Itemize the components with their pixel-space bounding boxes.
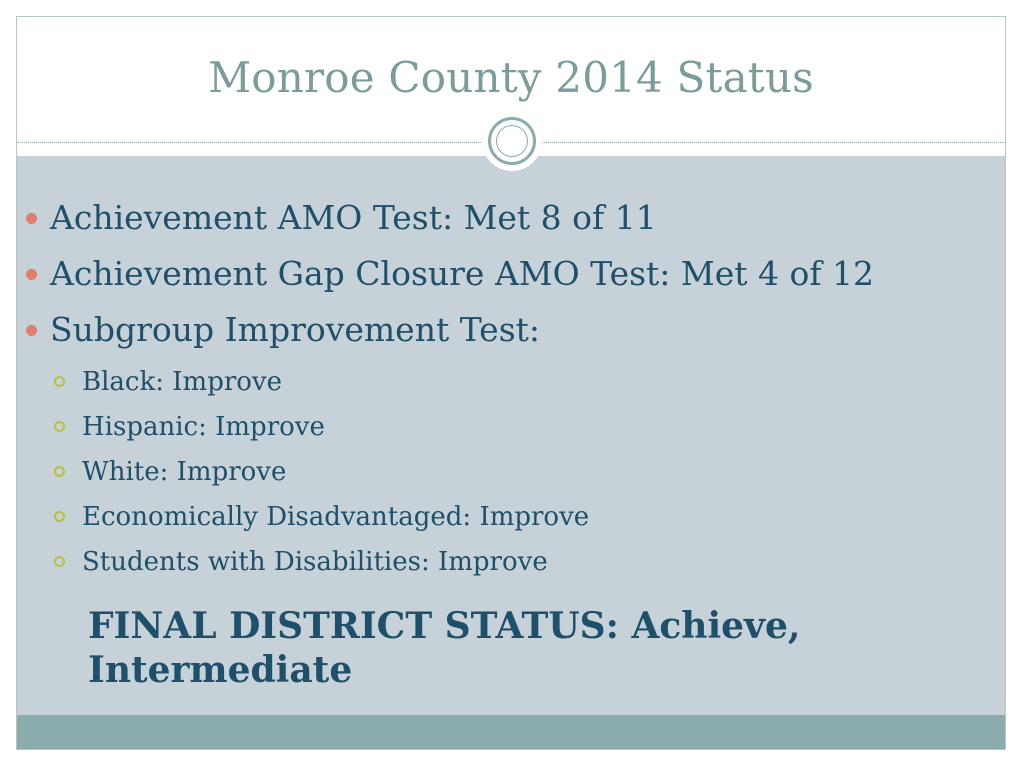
slide-body [20, 196, 970, 589]
sub-bullet-text: White: Improve [82, 457, 287, 487]
sub-bullet-text: Black: Improve [82, 367, 282, 397]
bullet-dot-icon [26, 269, 37, 280]
hollow-circle-bullet-icon [54, 556, 65, 567]
bullet-text: Achievement Gap Closure AMO Test: Met 4 of 12 [50, 254, 875, 293]
bullet-dot-icon [26, 213, 37, 224]
sub-bullet-item [20, 544, 970, 589]
bullet-item [20, 308, 970, 364]
sub-bullet-text: Students with Disabilities: Improve [82, 547, 548, 577]
sub-bullet-text: Hispanic: Improve [82, 412, 325, 442]
sub-bullet-text: Economically Disadvantaged: Improve [82, 502, 590, 532]
bullet-text: Achievement AMO Test: Met 8 of 11 [50, 198, 657, 237]
bullet-item [20, 252, 970, 308]
sub-bullet-item [20, 364, 970, 409]
bullet-dot-icon [26, 325, 37, 336]
bullet-item [20, 196, 970, 252]
hollow-circle-bullet-icon [54, 376, 65, 387]
circle-emblem-icon [482, 111, 542, 171]
sub-bullet-item [20, 499, 970, 544]
bullet-text: Subgroup Improvement Test: [50, 310, 541, 349]
hollow-circle-bullet-icon [54, 466, 65, 477]
emblem-inner-ring [496, 125, 528, 157]
hollow-circle-bullet-icon [54, 511, 65, 522]
emblem-ring [488, 117, 536, 165]
slide-title: Monroe County 2014 Status [208, 53, 814, 102]
sub-bullet-item [20, 409, 970, 454]
sub-bullet-item [20, 454, 970, 499]
footer-band [17, 715, 1005, 749]
hollow-circle-bullet-icon [54, 421, 65, 432]
final-district-status: FINAL DISTRICT STATUS: Achieve, Intermediate [88, 605, 801, 691]
